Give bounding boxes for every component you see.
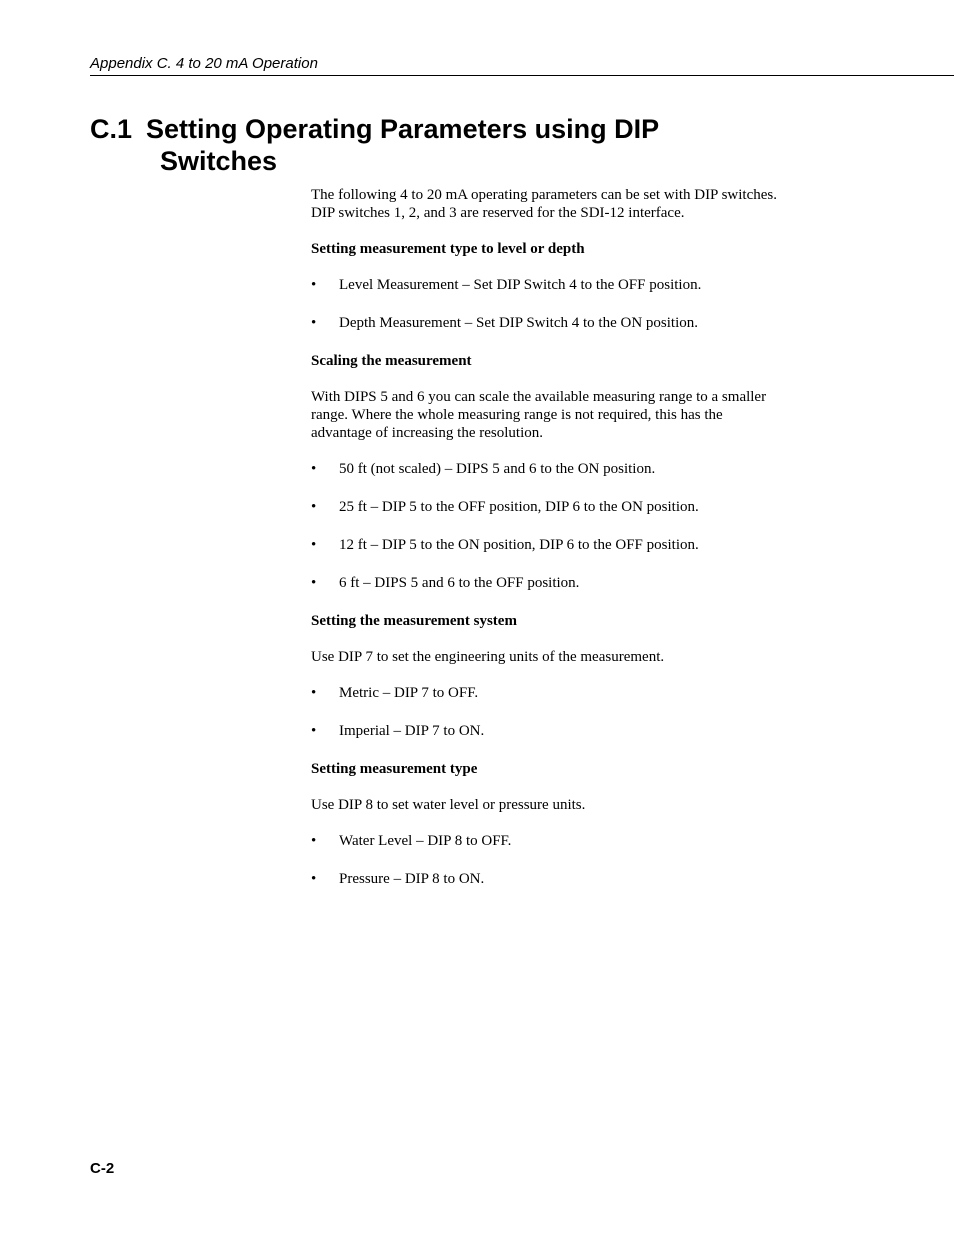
bullet-glyph: • [311, 461, 317, 477]
list-item [311, 276, 811, 294]
scaling-line: range. Where the whole measuring range is not required, this has the [311, 407, 723, 423]
section-number: C.1 [90, 114, 133, 144]
list-item-text: 25 ft – DIP 5 to the OFF position, DIP 6 to the ON position. [339, 499, 699, 515]
list-item [311, 460, 811, 478]
bullet-glyph: • [311, 871, 317, 887]
running-header: Appendix C. 4 to 20 mA Operation [90, 55, 318, 72]
list-item [311, 314, 811, 332]
body-column [311, 186, 811, 908]
intro-line: The following 4 to 20 mA operating parameters can be set with DIP switches. [311, 187, 778, 203]
subheading-scaling: Scaling the measurement [311, 353, 472, 369]
scaling-list [311, 460, 811, 592]
list-item-text: Level Measurement – Set DIP Switch 4 to the OFF position. [339, 277, 702, 293]
system-paragraph: Use DIP 7 to set the engineering units of the measurement. [311, 649, 665, 665]
list-item [311, 722, 811, 740]
header-rule [90, 75, 954, 76]
list-item [311, 536, 811, 554]
scaling-line: advantage of increasing the resolution. [311, 425, 544, 441]
list-item-text: 50 ft (not scaled) – DIPS 5 and 6 to the ON position. [339, 461, 656, 477]
list-item-text: Metric – DIP 7 to OFF. [339, 685, 479, 701]
list-item-text: Depth Measurement – Set DIP Switch 4 to the ON position. [339, 315, 698, 331]
section-title-line2: Switches [160, 146, 278, 176]
bullet-glyph: • [311, 277, 317, 293]
list-item [311, 684, 811, 702]
type-paragraph: Use DIP 8 to set water level or pressure units. [311, 797, 586, 813]
section-title-line1: Setting Operating Parameters using DIP [146, 114, 660, 144]
intro-paragraph [311, 186, 811, 222]
intro-line: DIP switches 1, 2, and 3 are reserved for the SDI-12 interface. [311, 205, 685, 221]
section-title [90, 113, 730, 177]
subheading-level-depth: Setting measurement type to level or depth [311, 241, 585, 257]
bullet-glyph: • [311, 499, 317, 515]
list-item-text: Pressure – DIP 8 to ON. [339, 871, 485, 887]
bullet-glyph: • [311, 833, 317, 849]
page-number: C-2 [90, 1160, 115, 1177]
subheading-system: Setting the measurement system [311, 613, 517, 629]
system-list [311, 684, 811, 740]
level-depth-list [311, 276, 811, 332]
bullet-glyph: • [311, 315, 317, 331]
scaling-paragraph [311, 388, 811, 442]
list-item [311, 870, 811, 888]
type-list [311, 832, 811, 888]
bullet-glyph: • [311, 723, 317, 739]
scaling-line: With DIPS 5 and 6 you can scale the available measuring range to a smaller [311, 389, 767, 405]
list-item [311, 832, 811, 850]
list-item-text: 6 ft – DIPS 5 and 6 to the OFF position. [339, 575, 580, 591]
bullet-glyph: • [311, 575, 317, 591]
subheading-type: Setting measurement type [311, 761, 478, 777]
bullet-glyph: • [311, 537, 317, 553]
list-item [311, 498, 811, 516]
list-item [311, 574, 811, 592]
list-item-text: 12 ft – DIP 5 to the ON position, DIP 6 to the OFF position. [339, 537, 699, 553]
list-item-text: Water Level – DIP 8 to OFF. [339, 833, 512, 849]
bullet-glyph: • [311, 685, 317, 701]
list-item-text: Imperial – DIP 7 to ON. [339, 723, 485, 739]
